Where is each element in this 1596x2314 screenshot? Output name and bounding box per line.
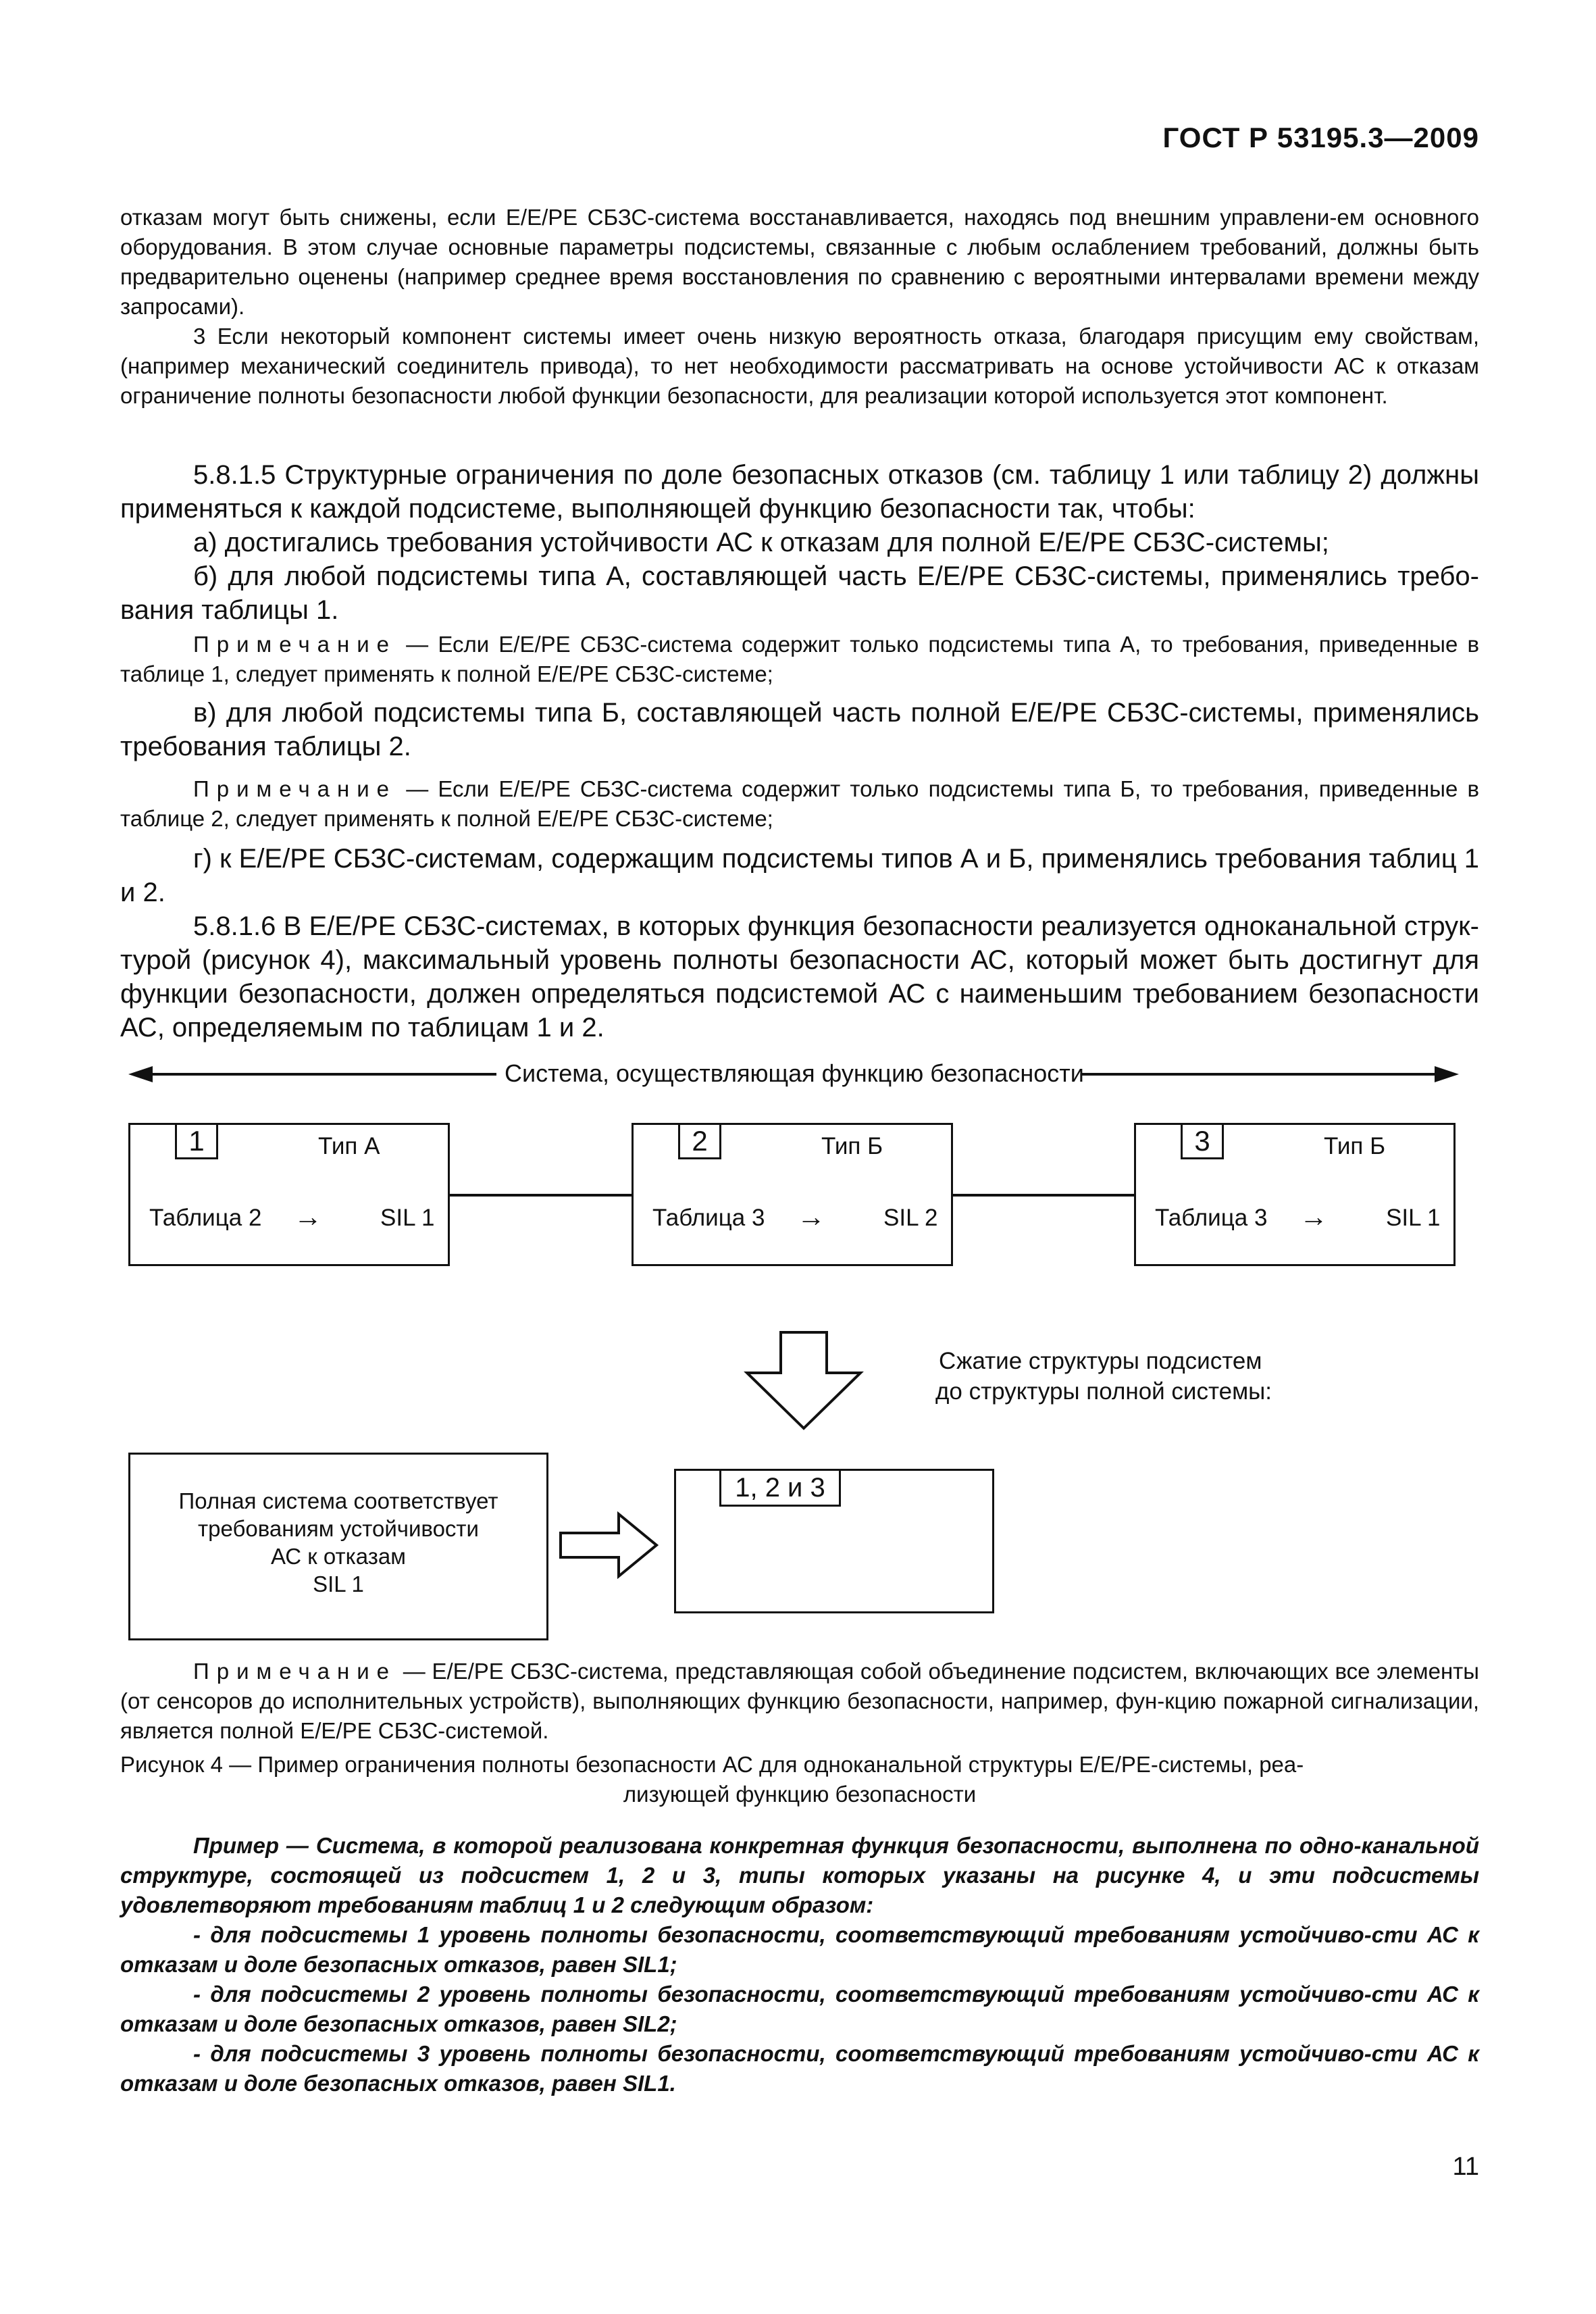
subsystem-table: Таблица 2 <box>149 1205 262 1231</box>
subsystem-box-3 <box>1134 1123 1456 1266</box>
note-text: — Если E/E/PE СБЗС-система содержит только подсистемы типа А, то требования, приведенные в таблице 1, следует применять к полной E/E/PE СБЗС-системе; <box>120 632 1480 686</box>
note-text: — E/E/PE СБЗС-система, представляющая собой объединение подсистем, включающих все элементы (от сенсоров до исполнительных устройств), выполняющих функцию безопасности, например, фун-кцию пожарной сигнализации, является полной E/E/PE СБЗС-системой. <box>120 1659 1480 1743</box>
compress-label-line2: до структуры полной системы: <box>935 1378 1272 1405</box>
subsystem-table: Таблица 3 <box>652 1205 765 1231</box>
figure-4 <box>0 1040 1596 1649</box>
subsystem-type: Тип А <box>318 1133 380 1159</box>
example-item: - для подсистемы 1 уровень полноты безопасности, соответствующий требованиям устойчиво-сти АС к отказам и доле безопасных отказов, равен SIL1; <box>120 1922 1479 1977</box>
result-line: SIL 1 <box>313 1571 364 1596</box>
caption-line-2: лизующей функцию безопасности <box>623 1782 977 1807</box>
full-system-text <box>130 1487 546 1598</box>
figure-caption <box>120 1750 1479 1809</box>
combined-system-box <box>674 1469 994 1613</box>
clause-item-b: б) для любой подсистемы типа А, составляющей часть E/E/PE СБЗС-системы, применялись требо-вания таблицы 1. <box>120 561 1479 625</box>
clause-5-8-1-6-text: 5.8.1.6 В E/E/PE СБЗС-системах, в которых функция безопасности реализуется одноканальной струк-турой (рисунок 4), максимальный уровень полноты безопасности АС, который может быть достигнут для функции безопасности, должен определяться подсистемой АС с наименьшим требованием безопасности АС, определяемым по таблицам 1 и 2. <box>120 911 1479 1042</box>
compress-label-line1: Сжатие структуры подсистем <box>939 1348 1262 1374</box>
note-label: Примечание <box>193 1659 397 1684</box>
document-header: ГОСТ Р 53195.3—2009 <box>1162 122 1479 153</box>
result-line: АС к отказам <box>271 1544 406 1569</box>
notes-top <box>120 203 1479 411</box>
subsystem-number: 2 <box>678 1123 721 1159</box>
combined-label: 1, 2 и 3 <box>719 1469 841 1507</box>
example-item: - для подсистемы 3 уровень полноты безопасности, соответствующий требованиям устойчиво-сти АС к отказам и доле безопасных отказов, равен SIL1. <box>120 2041 1479 2096</box>
note-type-b <box>120 774 1479 834</box>
arrow-icon: → <box>1299 1201 1328 1232</box>
subsystem-type: Тип Б <box>1324 1133 1386 1159</box>
subsystem-sil: SIL 1 <box>1386 1205 1441 1231</box>
span-label: Система, осуществляющая функцию безопасности <box>505 1059 1084 1087</box>
connector-line <box>952 1194 1135 1197</box>
compress-down-arrow-icon <box>743 1330 865 1431</box>
page-number: 11 <box>1452 2153 1479 2181</box>
subsystem-sil: SIL 2 <box>883 1205 938 1231</box>
result-line: Полная система соответствует <box>178 1488 498 1513</box>
example-block <box>120 1831 1479 2098</box>
clause-5-8-1-6 <box>120 909 1479 1045</box>
note-3: 3 Если некоторый компонент системы имеет очень низкую вероятность отказа, благодаря присущим ему свойствам, (например механический соединитель привода), то нет необходимости рассматривать на основе устойчивости АС к отказам ограничение полноты безопасности любой функции безопасности, для реализации которой используется этот компонент. <box>120 324 1479 408</box>
subsystem-number: 3 <box>1181 1123 1224 1159</box>
subsystem-type: Тип Б <box>821 1133 883 1159</box>
arrow-icon: → <box>797 1201 825 1232</box>
example-item: - для подсистемы 2 уровень полноты безопасности, соответствующий требованиям устойчиво-сти АС к отказам и доле безопасных отказов, равен SIL2; <box>120 1982 1479 2036</box>
figure-note <box>120 1657 1479 1746</box>
clause-5-8-1-5-intro: 5.8.1.5 Структурные ограничения по доле безопасных отказов (см. таблицу 1 или таблицу 2) должны применяться к каждой подсистеме, выполняющей функцию безопасности так, чтобы: <box>120 460 1479 524</box>
full-system-box <box>128 1453 548 1640</box>
clause-item-v-block <box>120 696 1479 763</box>
note-type-a <box>120 630 1479 689</box>
subsystem-box-2 <box>632 1123 953 1266</box>
result-line: требованиям устойчивости <box>198 1516 479 1541</box>
caption-line-1: Рисунок 4 — Пример ограничения полноты безопасности АС для одноканальной структуры E/E/PE-системы, реа- <box>120 1752 1304 1777</box>
clause-5-8-1-5 <box>120 458 1479 627</box>
note-label: Примечание <box>193 632 397 657</box>
clause-item-v: в) для любой подсистемы типа Б, составляющей часть полной E/E/PE СБЗС-системы, применялись требования таблицы 2. <box>120 698 1480 761</box>
subsystem-sil: SIL 1 <box>380 1205 435 1231</box>
result-right-arrow-icon <box>558 1511 659 1579</box>
subsystem-box-1 <box>128 1123 450 1266</box>
clause-item-g: г) к E/E/PE СБЗС-системам, содержащим подсистемы типов А и Б, применялись требования таблиц 1 и 2. <box>120 844 1479 907</box>
arrow-icon: → <box>294 1201 322 1232</box>
connector-line <box>449 1194 632 1197</box>
subsystem-table: Таблица 3 <box>1155 1205 1268 1231</box>
example-intro: Пример — Система, в которой реализована конкретная функция безопасности, выполнена по одно-канальной структуре, состоящей из подсистем 1, 2 и 3, типы которых указаны на рисунке 4, и эти подсистемы удовлетворяют требованиям таблиц 1 и 2 следующим образом: <box>120 1833 1479 1917</box>
note-continuation: отказам могут быть снижены, если E/E/PE СБЗС-система восстанавливается, находясь под внешним управлени-ем основного оборудования. В этом случае основные параметры подсистемы, связанные с любым ослаблением требований, должны быть предварительно оценены (например среднее время восстановления по сравнению с вероятными интервалами времени между запросами). <box>120 205 1479 319</box>
note-text: — Если E/E/PE СБЗС-система содержит только подсистемы типа Б, то требования, приведенные в таблице 2, следует применять к полной E/E/PE СБЗС-системе; <box>120 776 1480 831</box>
clause-item-a: а) достигались требования устойчивости АС к отказам для полной E/E/PE СБЗС-системы; <box>193 528 1329 557</box>
subsystem-number: 1 <box>175 1123 218 1159</box>
clause-item-g-block <box>120 842 1479 909</box>
note-label: Примечание <box>193 776 397 801</box>
